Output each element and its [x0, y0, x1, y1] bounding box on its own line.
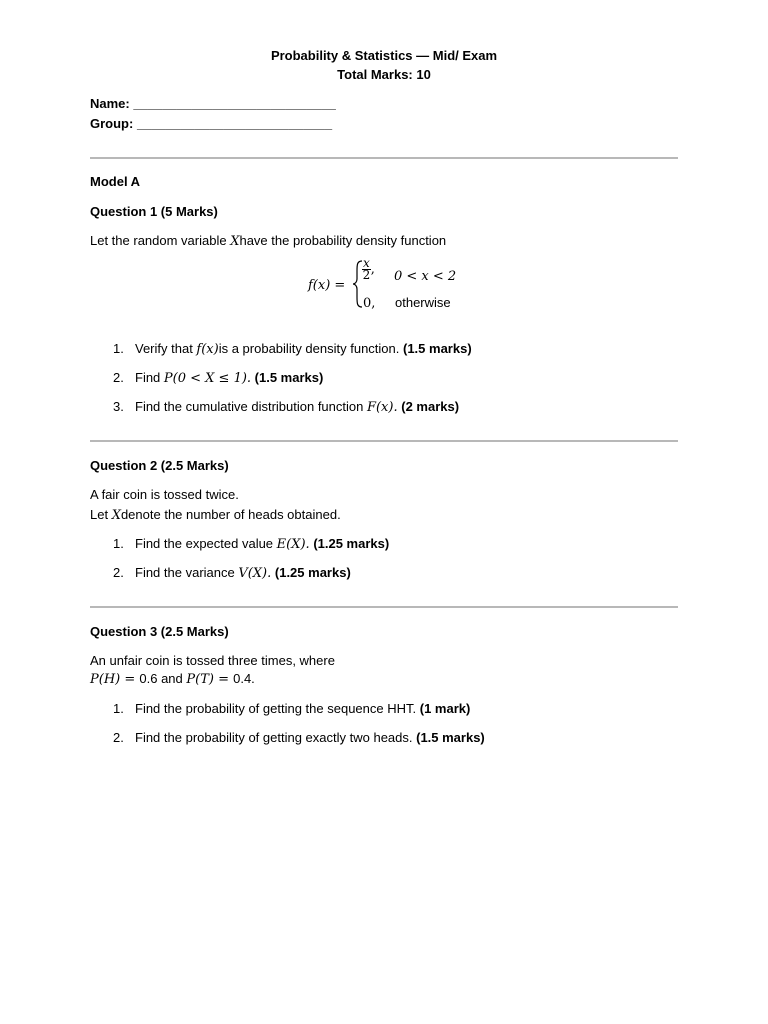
- q2-item: 2. Find the variance V(X). (1.25 marks): [113, 565, 351, 581]
- pdf-case2-condition: otherwise: [395, 295, 451, 310]
- pdf-lhs: f(x) =: [308, 278, 346, 293]
- q1-item: 3. Find the cumulative distribution function F(x). (2 marks): [113, 399, 460, 415]
- exam-title: Probability & Statistics — Mid/ Exam: [270, 48, 498, 63]
- q1-item: 2. Find P(0 < X ≤ 1). (1.5 marks): [113, 370, 324, 386]
- group-blank: ___________________________: [136, 116, 333, 131]
- q1-title: Question 1 (5 Marks): [90, 204, 218, 219]
- divider: [90, 606, 678, 608]
- divider: [90, 440, 678, 442]
- pdf-case1-fraction: $\frac{x}{2}$ ,: [362, 256, 375, 282]
- model-label: Model A: [90, 174, 141, 189]
- q1-intro: Let the random variable Xhave the probability density function: [90, 233, 447, 249]
- name-field: [90, 96, 336, 111]
- pdf-case1-condition: 0 < x < 2: [394, 269, 457, 284]
- total-marks: Total Marks: 10: [337, 67, 431, 82]
- q3-title: Question 3 (2.5 Marks): [90, 624, 229, 639]
- name-label: Name:: [90, 96, 134, 111]
- q3-line2: P(H) = 0.6 and P(T) = 0.4.: [90, 671, 255, 687]
- q3-line1: An unfair coin is tossed three times, where: [90, 653, 335, 668]
- q2-line2: Let Xdenote the number of heads obtained.: [90, 507, 341, 523]
- q2-line1: A fair coin is tossed twice.: [90, 487, 239, 502]
- q1-item: 1. Verify that f(x)is a probability density function. (1.5 marks): [113, 341, 472, 357]
- q2-item: 1. Find the expected value E(X). (1.25 marks): [113, 536, 390, 552]
- divider: [90, 157, 678, 159]
- group-field: [90, 116, 332, 131]
- group-label: Group:: [90, 116, 137, 131]
- q3-item: 1. Find the probability of getting the sequence HHT. (1 mark): [113, 701, 471, 716]
- q3-item: 2. Find the probability of getting exactly two heads. (1.5 marks): [113, 730, 485, 745]
- name-blank: ____________________________: [133, 96, 336, 111]
- pdf-case2-value: 0,: [363, 296, 376, 311]
- q2-title: Question 2 (2.5 Marks): [90, 458, 229, 473]
